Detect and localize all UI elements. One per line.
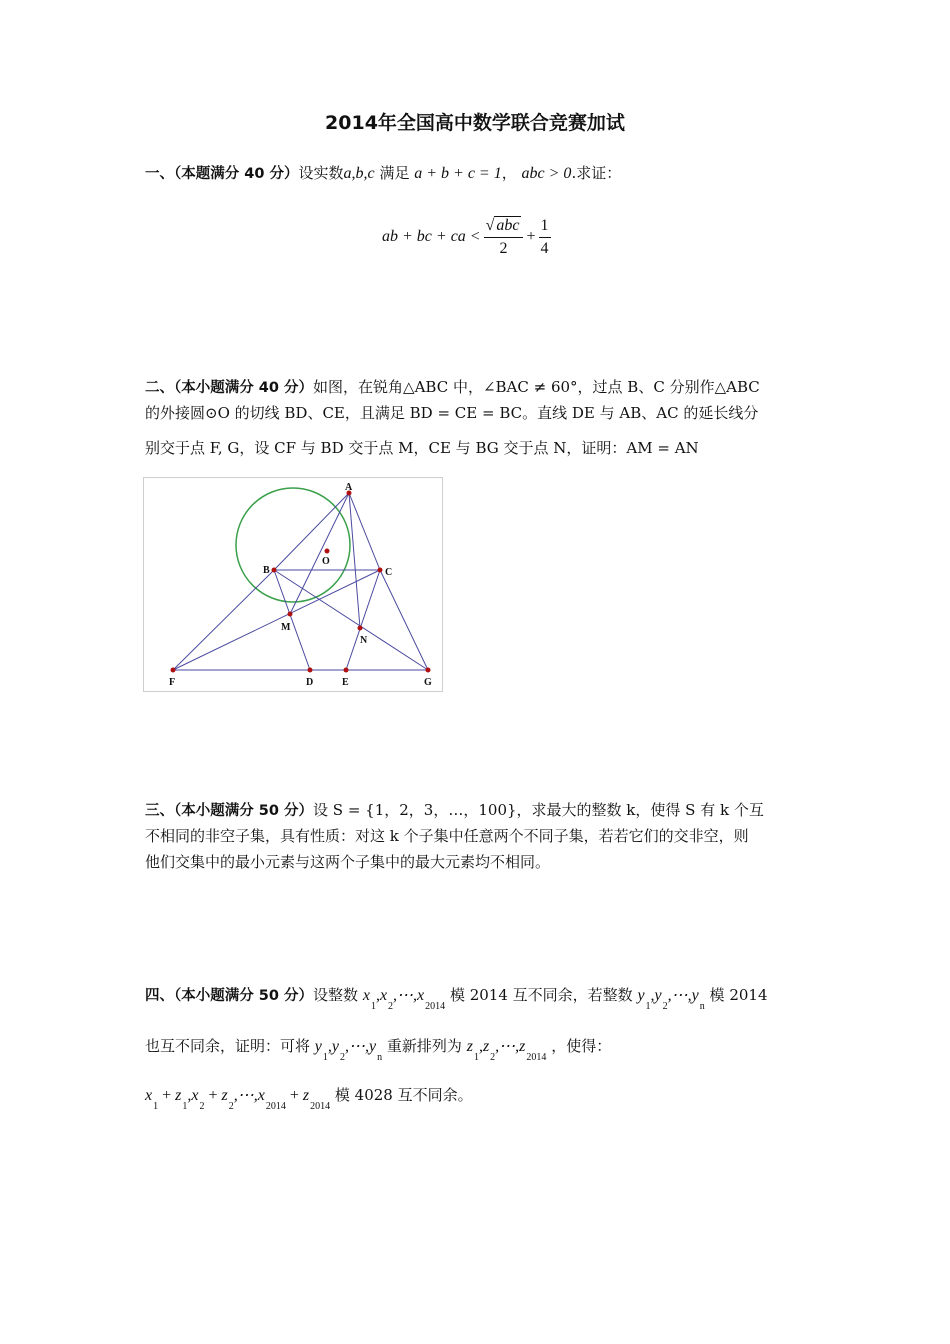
problem-4-text: 重新排列为 bbox=[386, 1037, 462, 1055]
problem-1-text: .求证： bbox=[571, 164, 622, 182]
point-G bbox=[426, 668, 431, 673]
paper-title: 2014年全国高中数学联合竞赛加试 bbox=[325, 112, 625, 134]
problem-3-text: 设 S = {1，2，3，…，100}，求最大的整数 k，使得 S 有 k 个互 bbox=[313, 801, 764, 819]
label-C: C bbox=[385, 567, 393, 578]
sequence-y: $y_1,y_2,\cdots,y_n$ bbox=[637, 987, 705, 1012]
problem-1-variables: a,b,c bbox=[343, 165, 375, 182]
sqrt-argument: abc bbox=[496, 216, 520, 234]
plus-sign: + bbox=[526, 228, 536, 245]
problem-4-line-1 bbox=[145, 985, 768, 1012]
problem-2-header: 二、（本小题满分 40 分） bbox=[145, 380, 314, 396]
problem-4-text: 设整数 bbox=[313, 986, 359, 1004]
problem-1-statement bbox=[145, 163, 621, 184]
sequence-y-rearrange: $y_1,y_2,\cdots,y_n$ bbox=[314, 1038, 383, 1063]
problem-4-header: 四、（本小题满分 50 分） bbox=[145, 988, 314, 1004]
sequence-x-plus-z: $x_1 + z_1,x_2$ + $z_2,\cdots,x_{2014} + z_{2014}$ bbox=[145, 1087, 331, 1112]
fraction-denominator: 2 bbox=[499, 239, 508, 257]
point-M bbox=[288, 612, 293, 617]
problem-4-line-3 bbox=[145, 1085, 473, 1112]
point-F bbox=[171, 668, 176, 673]
problem-3-header: 三、（本小题满分 50 分） bbox=[145, 803, 314, 819]
label-M: M bbox=[281, 622, 291, 633]
segment-AN bbox=[349, 493, 360, 628]
geometry-figure bbox=[143, 477, 443, 692]
problem-4-text: ，使得： bbox=[551, 1037, 612, 1055]
segment-BF bbox=[173, 570, 274, 670]
problem-4-text: 也互不同余，证明：可将 bbox=[145, 1037, 311, 1055]
problem-3-line-3: 他们交集中的最小元素与这两个子集中的最大元素均不相同。 bbox=[145, 853, 551, 871]
problem-4-text: 模 4028 互不同余。 bbox=[334, 1086, 473, 1104]
circumcircle bbox=[236, 488, 350, 602]
diagram-points bbox=[171, 491, 431, 673]
point-C bbox=[378, 568, 383, 573]
segment-CF bbox=[173, 570, 380, 670]
label-G: G bbox=[424, 677, 432, 688]
label-B: B bbox=[263, 565, 270, 576]
point-O bbox=[325, 549, 330, 554]
label-O: O bbox=[322, 556, 330, 567]
geometry-diagram bbox=[144, 478, 442, 691]
problem-1-text: 设实数 bbox=[298, 164, 344, 182]
point-N bbox=[358, 626, 363, 631]
point-B bbox=[272, 568, 277, 573]
problem-4-text: 模 2014 bbox=[709, 986, 768, 1004]
sequence-x: $x_1,x_2,\cdots,x_{2014}$ bbox=[362, 987, 446, 1012]
problem-1-text: 满足 bbox=[379, 164, 410, 182]
problem-2-line-2: 的外接圆⊙O 的切线 BD、CE，且满足 BD = CE = BC。直线 DE 与 AB、AC 的延长线分 bbox=[145, 404, 759, 422]
problem-1-inequality bbox=[382, 212, 554, 262]
inequality-lhs: ab + bc + ca < bbox=[382, 228, 481, 245]
label-E: E bbox=[342, 677, 349, 688]
problem-1-header: 一、（本题满分 40 分） bbox=[145, 166, 299, 182]
fraction-numerator: 1 bbox=[539, 217, 551, 238]
segment-AC bbox=[349, 493, 380, 570]
fraction-denominator: 4 bbox=[540, 239, 549, 257]
label-N: N bbox=[360, 635, 368, 646]
problem-3-line-2: 不相同的非空子集，具有性质：对这 k 个子集中任意两个不同子集，若若它们的交非空，则 bbox=[145, 827, 749, 845]
fraction-sqrt-abc: $\frac{\text{√ abc}}{2}$ bbox=[484, 217, 524, 258]
problem-2-line-3: 别交于点 F, G，设 CF 与 BD 交于点 M，CE 与 BG 交于点 N，证明：AM = AN bbox=[145, 439, 699, 457]
problem-4-text: 模 2014 互不同余，若整数 bbox=[449, 986, 633, 1004]
point-D bbox=[308, 668, 313, 673]
label-A: A bbox=[345, 482, 353, 493]
problem-2-line-1 bbox=[145, 377, 760, 398]
problem-1-condition-product: abc > 0 bbox=[521, 165, 572, 182]
separator: ， bbox=[501, 164, 517, 182]
segment-AB bbox=[274, 493, 349, 570]
sequence-z: $z_1,z_2,\cdots,z_{2014}$ bbox=[466, 1038, 547, 1063]
problem-1-condition-sum: a + b + c = 1 bbox=[414, 165, 502, 182]
problem-3-line-1 bbox=[145, 800, 764, 821]
label-D: D bbox=[306, 677, 314, 688]
point-E bbox=[344, 668, 349, 673]
problem-2-text: 如图，在锐角△ABC 中，∠BAC ≠ 60°，过点 B、C 分别作△ABC bbox=[313, 378, 760, 396]
diagram-lines bbox=[173, 493, 428, 670]
fraction-one-quarter bbox=[539, 217, 551, 258]
label-F: F bbox=[169, 677, 176, 688]
problem-4-line-2 bbox=[145, 1036, 612, 1063]
